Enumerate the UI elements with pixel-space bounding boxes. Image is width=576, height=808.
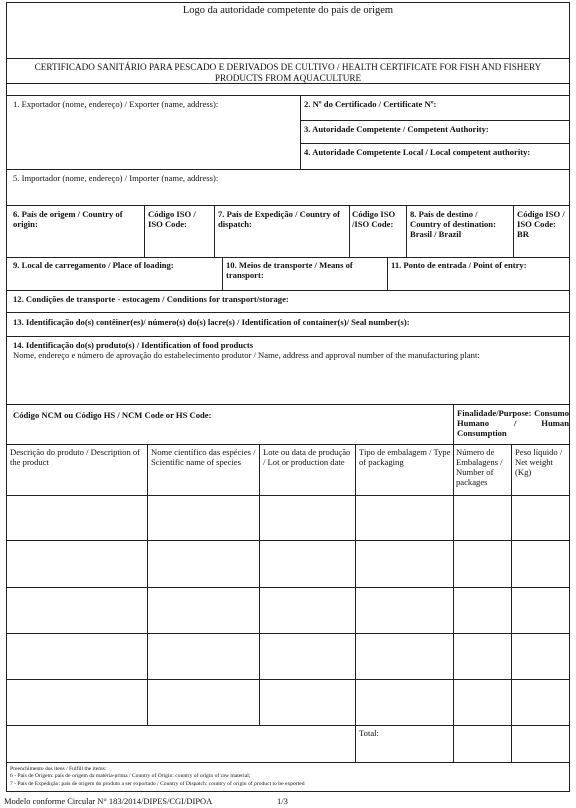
divider — [147, 444, 148, 725]
divider — [453, 444, 454, 762]
divider — [6, 169, 570, 170]
divider — [406, 205, 407, 257]
field-competent-authority[interactable]: 3. Autoridade Competente / Competent Authority: — [304, 124, 489, 134]
page-number: 1/3 — [277, 796, 288, 806]
fill-instructions: Preenchimento dos itens / Fulfill the items: — [10, 766, 107, 772]
divider — [6, 312, 570, 313]
field-country-dispatch[interactable]: 7. País de Expedição / Country of dispatch: — [218, 209, 340, 229]
field-country-origin[interactable]: 6. País de origem / Country of origin: — [13, 209, 123, 229]
field-ncm-code[interactable]: Código NCM ou Código HS / NCM Code or HS Code: — [13, 410, 212, 420]
divider — [349, 205, 350, 257]
divider — [300, 120, 570, 121]
divider — [6, 205, 570, 206]
field-container-seal[interactable]: 13. Identificação do(s) contêiner(es)/ número(s) do(s) lacre(s) / Identification of container(s)/ Seal number(s): — [13, 317, 410, 327]
divider — [259, 444, 260, 725]
divider — [6, 290, 570, 291]
table-row — [6, 540, 570, 541]
divider — [6, 95, 570, 96]
divider — [300, 143, 570, 144]
table-row — [6, 725, 570, 726]
certificate-title: CERTIFICADO SANITÁRIO PARA PESCADO E DERIVADOS DE CULTIVO / HEALTH CERTIFICATE FOR FISH AND FISHERY PRODUCTS FROM AQUACULTURE — [34, 62, 542, 83]
divider — [511, 444, 512, 762]
divider — [355, 444, 356, 762]
field-manufacturing-plant[interactable]: Nome, endereço e número de aprovação do estabelecimento produtor / Name, address and approval number of the manufacturing plant: — [13, 350, 480, 360]
divider — [453, 404, 454, 444]
col-header-description: Descrição do produto / Description of the product — [10, 447, 141, 467]
divider — [6, 762, 570, 763]
divider — [6, 336, 570, 337]
col-header-package-count: Número de Embalagens / Number of packages — [456, 447, 503, 487]
col-header-lot: Lote ou data de produção / Lot or production date — [263, 447, 351, 467]
field-country-destination[interactable]: 8. País de destino / Country of destination: Brasil / Brazil — [410, 209, 496, 239]
field-means-transport[interactable]: 10. Meios de transporte / Means of transport: — [226, 260, 353, 280]
divider — [513, 205, 514, 257]
note-country-dispatch: 7 - País de Expedição: país de origem do produto a ser exportado / Country of Dispatch: country of origin of product to be exported — [10, 781, 305, 787]
field-iso-destination[interactable]: Código ISO / ISO Code: BR — [517, 209, 565, 239]
divider — [6, 444, 570, 445]
divider — [6, 404, 570, 405]
field-point-entry[interactable]: 11. Ponto de entrada / Point of entry: — [391, 260, 527, 270]
field-place-loading[interactable]: 9. Local de carregamento / Place of loading: — [13, 260, 174, 270]
field-iso-dispatch[interactable]: Código ISO /ISO Code: — [352, 209, 396, 229]
field-local-authority[interactable]: 4. Autoridade Competente Local / Local competent authority: — [304, 147, 531, 157]
field-exporter[interactable]: 1. Exportador (nome, endereço) / Exporter (name, address): — [13, 99, 219, 109]
divider — [6, 83, 570, 84]
divider — [144, 205, 145, 257]
col-header-net-weight: Peso líquido / Net weight (Kg) — [515, 447, 563, 477]
col-header-packaging: Tipo de embalagem / Type of packaging — [359, 447, 451, 467]
col-header-scientific-name: Nome científico das espécies / Scientific name of species — [151, 447, 256, 467]
table-row — [6, 495, 570, 496]
field-importer[interactable]: 5. Importador (nome, endereço) / Importer (name, address): — [13, 173, 219, 183]
table-row — [6, 587, 570, 588]
divider — [214, 205, 215, 257]
field-transport-conditions[interactable]: 12. Condições de transporte - estocagem / Conditions for transport/storage: — [13, 294, 289, 304]
field-food-products: 14. Identificação do(s) produto(s) / Identification of food products — [13, 340, 254, 350]
field-purpose: Finalidade/Purpose: Consumo Humano / Human Consumption — [457, 408, 569, 438]
total-label: Total: — [359, 728, 379, 738]
divider — [222, 257, 223, 290]
logo-placeholder: Logo da autoridade competente do país de origem — [182, 5, 394, 16]
divider — [387, 257, 388, 290]
table-row — [6, 633, 570, 634]
table-row — [6, 679, 570, 680]
model-reference: Modelo conforme Circular N° 183/2014/DIPES/CGI/DIPOA — [4, 796, 213, 806]
divider — [6, 58, 570, 59]
note-country-origin: 6 - País de Origem: país de origem da matéria-prima / Country of Origin: country of origin of raw material; — [10, 773, 251, 779]
divider — [300, 95, 301, 169]
divider — [6, 257, 570, 258]
field-certificate-number[interactable]: 2. Nº do Certificado / Certificate Nº: — [304, 99, 437, 109]
field-iso-origin[interactable]: Código ISO / ISO Code: — [148, 209, 196, 229]
